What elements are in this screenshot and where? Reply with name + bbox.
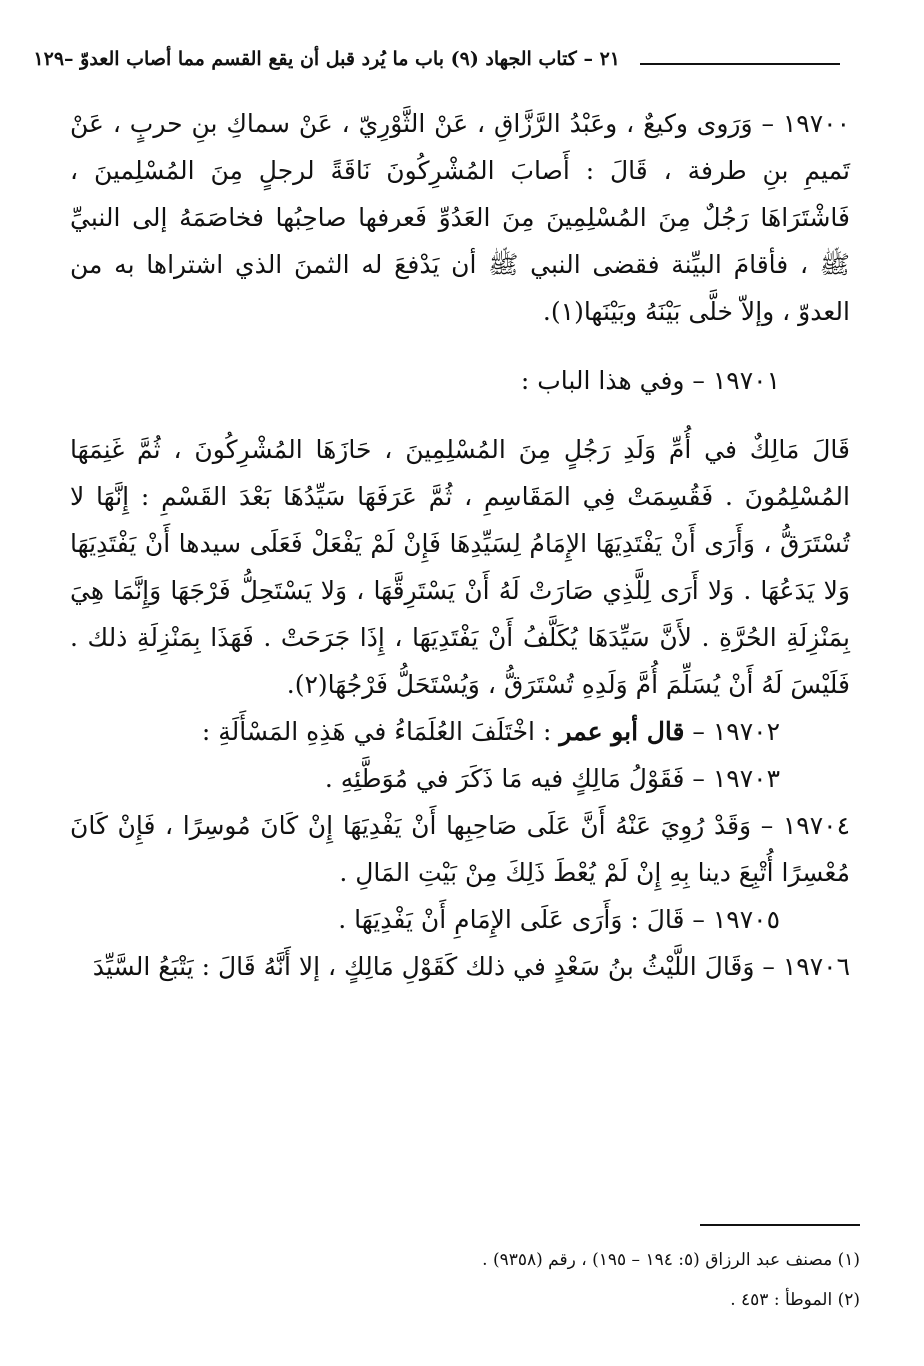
running-header: ٢١ – كتاب الجهاد (٩) باب ما يُرد قبل أن يقع القسم مما أصاب العدوّ –١٢٩ — [33, 48, 620, 70]
paragraph-gap — [70, 335, 850, 357]
paragraph-19703: ١٩٧٠٣ – فَقَوْلُ مَالِكٍ فيه مَا ذَكَرَ في مُوَطَّئِهِ . — [324, 764, 780, 793]
paragraph-19704: ١٩٧٠٤ – وَقَدْ رُوِيَ عَنْهُ أَنَّ عَلَى صَاحِبِها أَنْ يَفْدِيَهَا إِنْ كَانَ مُوسِرًا ، فَإِنْ كَانَ مُعْسِرًا أُتْبِعَ دينا بِهِ إِنْ لَمْ يُعْطَ ذَلِكَ مِنْ بَيْتِ المَالِ . — [70, 811, 850, 887]
main-text — [70, 100, 850, 990]
paragraph-text: : اخْتَلَفَ العُلَمَاءُ في هَذِهِ المَسْأَلَةِ : — [201, 717, 552, 746]
paragraph-19705: ١٩٧٠٥ – قَالَ : وَأَرَى عَلَى الإِمَامِ أَنْ يَفْدِيَهَا . — [338, 905, 780, 934]
paragraph-19701: ١٩٧٠١ – وفي هذا الباب : — [520, 366, 780, 395]
paragraph-malik-quote: قَالَ مَالِكٌ في أُمِّ وَلَدِ رَجُلٍ مِنَ المُسْلِمِينَ ، حَازَهَا المُشْرِكُونَ ، ثُمَّ غَنِمَهَا المُسْلِمُونَ . فَقُسِمَتْ فِي المَقَاسِمِ ، ثُمَّ عَرَفَهَا سَيِّدُهَا بَعْدَ القَسْمِ : إِنَّهَا لا تُسْتَرَقُّ ، وَأَرَى أَنْ يَفْتَدِيَهَا الإِمَامُ لِسَيِّدِهَا فَإِنْ لَمْ يَفْعَلْ فَعَلَى سيدها أَنْ يَفْتَدِيَهَا وَلا يَدَعُهَا . وَلا أَرَى لِلَّذِي صَارَتْ لَهُ أَنْ يَسْتَرِقَّهَا ، وَلا يَسْتَحِلُّ فَرْجَهَا وَإِنَّمَا هِيَ بِمَنْزِلَةِ الحُرَّةِ . لأَنَّ سَيِّدَهَا يُكَلَّفُ أَنْ يَفْتَدِيَهَا ، إِذَا جَرَحَتْ . فَهَذَا بِمَنْزِلَةِ ذلك . فَلَيْسَ لَهُ أَنْ يُسَلِّمَ أُمَّ وَلَدِهِ تُسْتَرَقُّ ، وَيُسْتَحَلُّ فَرْجُهَا(٢). — [70, 435, 850, 699]
footnotes — [70, 1240, 860, 1320]
paragraph-number: ١٩٧٠٢ – — [692, 717, 780, 746]
paragraph-gap — [70, 404, 850, 426]
paragraph-19700: ١٩٧٠٠ – وَرَوى وكيعٌ ، وعَبْدُ الرَّزَّاقِ ، عَنْ الثَّوْرِيّ ، عَنْ سماكِ بنِ حربٍ ، عَنْ تَميمِ بنِ طرفة ، قَالَ : أَصابَ المُشْرِكُونَ نَاقَةً لرجلٍ مِنَ المُسْلِمينَ ، فَاشْتَرَاهَا رَجُلٌ مِنَ المُسْلِمِينَ مِنَ العَدُوِّ فَعرفها صاحِبُها فخاصَمَهُ إلى النبيِّ ﷺ ، فأقامَ البيِّنة فقضى النبي ﷺ أن يَدْفعَ له الثمنَ الذي اشتراها به من العدوّ ، وإلاّ خلَّى بَيْنَهُ وبَيْنَها(١). — [70, 109, 850, 326]
footnote-rule — [700, 1224, 860, 1226]
footnote-1: (١) مصنف عبد الرزاق (٥: ١٩٤ – ١٩٥) ، رقم (٩٣٥٨) . — [482, 1250, 860, 1270]
speaker-name: قال أبو عمر — [559, 717, 685, 746]
footnote-2: (٢) الموطأ : ٤٥٣ . — [730, 1290, 860, 1310]
paragraph-19706: ١٩٧٠٦ – وَقَالَ اللَّيْثُ بنُ سَعْدٍ في ذلك كَقَوْلِ مَالِكٍ ، إلا أَنَّهُ قَالَ : يَتْبَعُ السَّيِّدَ — [92, 952, 850, 981]
paragraph-19702 — [70, 708, 850, 755]
header-rule — [640, 63, 840, 65]
